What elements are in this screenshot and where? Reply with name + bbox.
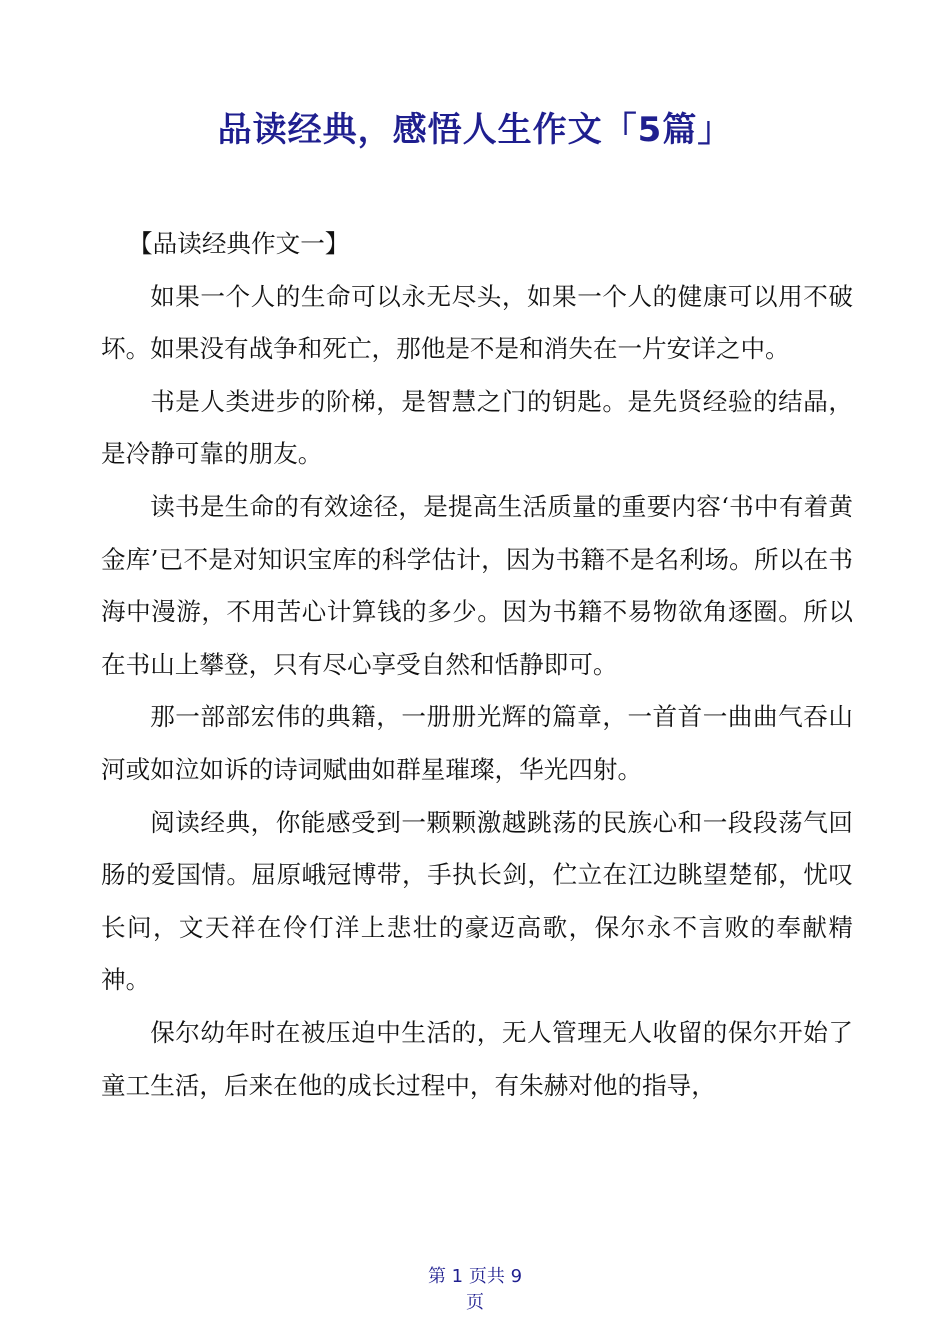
paragraph-4: 那一部部宏伟的典籍，一册册光辉的篇章，一首首一曲曲气吞山河或如泣如诉的诗词赋曲如群星璀璨，华光四射。 [101, 702, 853, 784]
page-number-footer [405, 1264, 545, 1316]
paragraph-6: 保尔幼年时在被压迫中生活的，无人管理无人收留的保尔开始了童工生活，后来在他的成长过程中，有朱赫对他的指导， [101, 1017, 853, 1100]
section-heading: 【品读经典作文一】 [128, 229, 350, 258]
paragraph-2: 书是人类进步的阶梯，是智慧之门的钥匙。是先贤经验的结晶，是冷静可靠的朋友。 [101, 386, 853, 469]
paragraph-5: 阅读经典，你能感受到一颗颗激越跳荡的民族心和一段段荡气回肠的爱国情。屈原峨冠博带，手执长剑，伫立在江边眺望楚郁，忧叹长问，文天祥在伶仃洋上悲壮的豪迈高歌，保尔永不言败的奉献精神。 [101, 807, 853, 995]
document-body [101, 218, 853, 1112]
document-title: 品读经典，感悟人生作文「5篇」 [217, 110, 733, 150]
page-number-line-2: 页 [466, 1292, 484, 1313]
paragraph-1: 如果一个人的生命可以永无尽头，如果一个人的健康可以用不破坏。如果没有战争和死亡，那他是不是和消失在一片安详之中。 [101, 281, 853, 364]
page-number-line-1: 第 1 页共 9 [427, 1266, 523, 1287]
paragraph-3: 读书是生命的有效途径，是提高生活质量的重要内容‘书中有着黄金库’已不是对知识宝库的科学估计，因为书籍不是名利场。所以在书海中漫游，不用苦心计算钱的多少。因为书籍不易物欲角逐圈。所以在书山上攀登，只有尽心享受自然和恬静即可。 [101, 491, 853, 679]
